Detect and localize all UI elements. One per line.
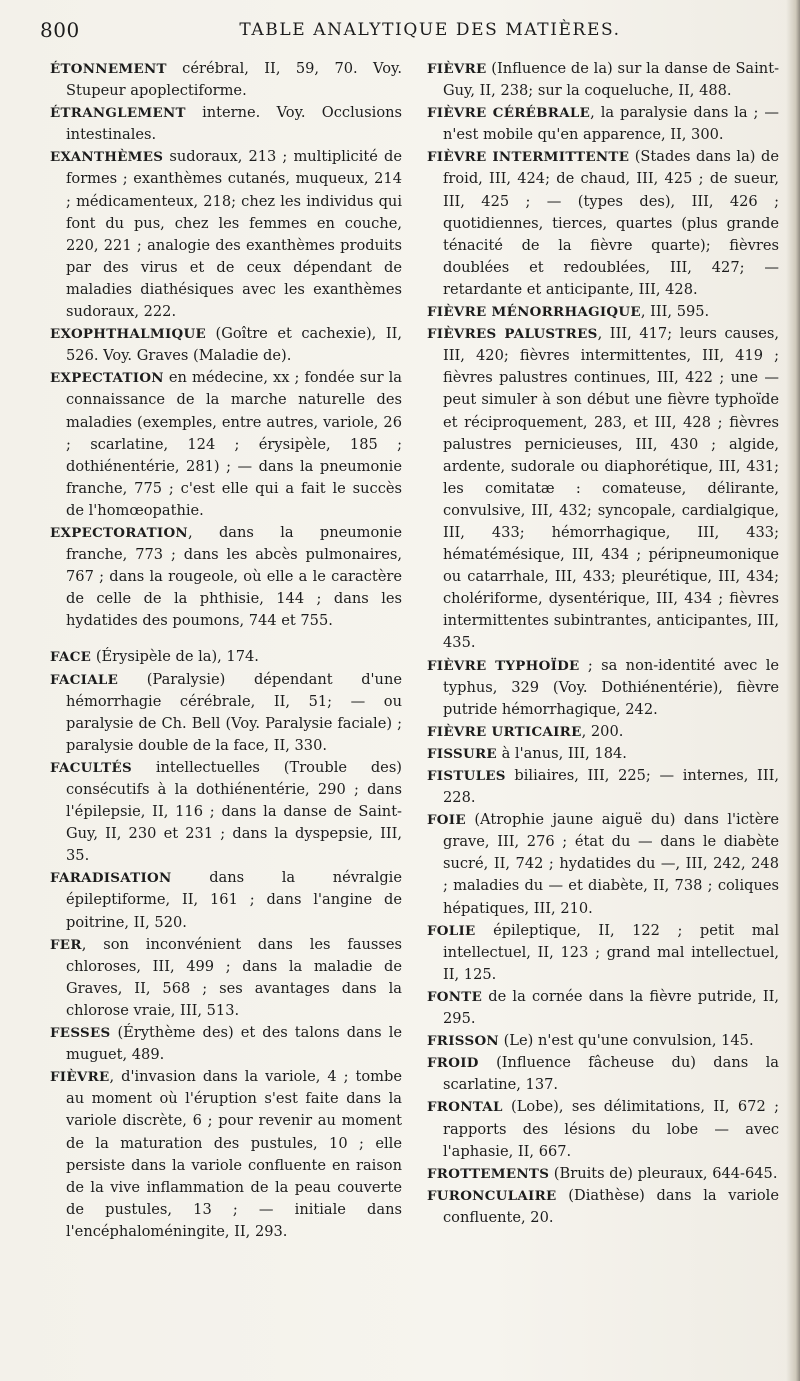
index-entry-heading: EXANTHÈMES — [50, 149, 164, 166]
index-entry-text: , la paralysie dans la ; — n'est mobile qu'en apparence, II, 300. — [443, 104, 779, 144]
index-entry — [50, 934, 402, 1022]
index-entry-heading: FROTTEMENTS — [427, 1165, 550, 1182]
index-entry-heading: EXPECTORATION — [50, 524, 188, 541]
index-entry-heading: ÉTRANGLEMENT — [50, 105, 186, 122]
index-entry-heading: ÉTONNEMENT — [50, 61, 167, 77]
index-entry-heading: FARADISATION — [50, 870, 172, 887]
index-entry-heading: FOLIE — [427, 922, 476, 939]
index-entry-text: (Paralysie) dépendant d'une hémorrhagie cérébrale, II, 51; — ou paralysie de Ch. Bell (Voy. Paralysie faciale) ; paralysie double de la face, II, 330. — [66, 670, 402, 754]
index-entry-text: interne. Voy. Occlusions intestinales. — [66, 104, 402, 144]
index-entry — [50, 323, 402, 367]
index-entry — [50, 1066, 402, 1243]
index-entry — [427, 986, 779, 1030]
index-entry — [427, 655, 779, 721]
index-entry-text: sudoraux, 213 ; multiplicité de formes ; exanthèmes cutanés, muqueux, 214 ; médicamenteux, 218; chez les individus qui font du pus, chez les femmes en couche, 220, 221 ; analogie des exanthèmes produits par des virus et de ceux dépendant de maladies diathésiques avec les exanthèmes sudoraux, 222. — [66, 148, 402, 321]
index-entry — [427, 765, 779, 809]
index-column-left — [50, 58, 402, 1243]
index-column-right — [427, 58, 779, 1229]
index-entry — [427, 809, 779, 919]
index-entry — [427, 323, 779, 654]
index-entry-text: (Atrophie jaune aiguë du) dans l'ictère grave, III, 276 ; état du — dans le diabète sucré, II, 742 ; hydatides du —, III, 242, 248 ; maladies du — et diabète, II, 738 ; coliques hépatiques, III, 210. — [443, 811, 779, 917]
index-entry-heading: FISTULES — [427, 768, 506, 784]
index-entry — [50, 669, 402, 757]
index-entry — [50, 522, 402, 632]
index-entry-text: (Influence fâcheuse du) dans la scarlatine, 137. — [443, 1054, 779, 1094]
running-title: TABLE ANALYTIQUE DES MATIÈRES. — [239, 20, 621, 40]
index-entry-text: (Bruits de) pleuraux, 644-645. — [549, 1164, 778, 1182]
index-entry — [427, 146, 779, 301]
index-entry-heading: FIÈVRE INTERMITTENTE — [427, 149, 630, 166]
index-entry — [427, 1030, 779, 1052]
index-entry — [427, 102, 779, 146]
index-entry — [50, 58, 402, 102]
index-entry — [427, 301, 779, 323]
index-entry — [427, 1163, 779, 1185]
index-entry-text: épileptique, II, 122 ; petit mal intellectuel, II, 123 ; grand mal intellectuel, II, 125. — [443, 921, 779, 983]
index-entry — [427, 1185, 779, 1229]
index-entry — [50, 1022, 402, 1066]
index-entry-text: de la cornée dans la fièvre putride, II, 295. — [443, 987, 779, 1028]
index-entry — [427, 743, 779, 765]
index-entry — [427, 58, 779, 102]
index-entry-text: à l'anus, III, 184. — [496, 744, 627, 762]
index-entry-heading: FRONTAL — [427, 1099, 503, 1116]
index-entry-heading: FESSES — [50, 1025, 111, 1042]
index-entry-heading: FIÈVRE — [427, 61, 487, 77]
index-entry-text: cérébral, II, 59, 70. Voy. Stupeur apoplectiforme. — [66, 60, 402, 100]
index-entry — [50, 367, 402, 522]
index-entry-text: (Diathèse) dans la variole confluente, 20. — [443, 1186, 779, 1226]
page-header — [40, 18, 760, 48]
index-entry-heading: FIÈVRE — [50, 1069, 110, 1086]
index-entry-text: , 200. — [581, 722, 624, 740]
index-entry-heading: FROID — [427, 1055, 479, 1072]
index-entry-text: dans la névralgie épileptiforme, II, 161 ; dans l'angine de poitrine, II, 520. — [66, 869, 402, 931]
index-entry — [50, 757, 402, 867]
index-entry — [50, 867, 402, 933]
index-entry-text: , d'invasion dans la variole, 4 ; tombe au moment où l'éruption s'est faite dans la variole discrète, 6 ; pour revenir au moment de la maturation des pustules, 10 ; elle persiste dans la variole confluente en raison de la vive inflammation de la peau couverte de pustules, 13 ; — initiale dans l'encéphaloméningite, II, 293. — [66, 1068, 402, 1240]
index-entry-text: (Érysipèle de la), 174. — [91, 648, 259, 666]
index-entry — [50, 646, 402, 668]
index-entry-heading: FONTE — [427, 988, 483, 1005]
index-entry-heading: EXPECTATION — [50, 370, 164, 387]
index-entry-text: , dans la pneumonie franche, 773 ; dans les abcès pulmonaires, 767 ; dans la rougeole, où elle a le caractère de celle de la phthisie, 144 ; dans les hydatides des poumons, 744 et 755. — [66, 523, 402, 630]
index-entry-heading: FACE — [50, 649, 92, 666]
index-entry — [50, 146, 402, 323]
index-entry — [427, 721, 779, 743]
index-entry-text: (Érythème des) et des talons dans le muguet, 489. — [66, 1024, 402, 1064]
index-entry — [427, 1096, 779, 1162]
index-entry-heading: FIÈVRE TYPHOÏDE — [427, 657, 580, 674]
index-entry-heading: FIÈVRES PALUSTRES — [427, 326, 598, 343]
page-number: 800 — [40, 18, 80, 42]
index-entry-heading: FISSURE — [427, 745, 497, 762]
index-entry-text: ; sa non-identité avec le typhus, 329 (Voy. Dothiénentérie), fièvre putride hémorrhagique, 242. — [443, 656, 779, 718]
index-entry-heading: FIÈVRE URTICAIRE — [427, 723, 582, 740]
index-entry-text: en médecine, xx ; fondée sur la connaissance de la marche naturelle des maladies (exemples, entre autres, variole, 26 ; scarlatine, 124 ; érysipèle, 185 ; dothiénentérie, 281) ; — dans la pneumonie franche, 775 ; c'est elle qui a fait le succès de l'homœopathie. — [66, 369, 402, 519]
index-entry-text: (Lobe), ses délimitations, II, 672 ; rapports des lésions du lobe — avec l'aphasie, II, 667. — [443, 1098, 779, 1160]
index-entry-heading: FACULTÉS — [50, 759, 133, 776]
index-entry-text: intellectuelles (Trouble des) consécutifs à la dothiénentérie, 290 ; dans l'épilepsie, II, 116 ; dans la danse de Saint-Guy, II, 230 et 231 ; dans la dyspepsie, III, 35. — [66, 758, 402, 865]
index-entry-heading: EXOPHTHALMIQUE — [50, 326, 207, 343]
index-entry-heading: FRISSON — [427, 1033, 499, 1050]
index-entry-text: biliaires, III, 225; — internes, III, 228. — [443, 767, 779, 807]
index-entry-heading: FIÈVRE MÉNORRHAGIQUE — [427, 304, 641, 321]
index-entry-text: (Le) n'est qu'une convulsion, 145. — [498, 1032, 754, 1050]
index-entry-text: , III, 417; leurs causes, III, 420; fièvres intermittentes, III, 419 ; fièvres palustres continues, III, 422 ; une — peut simuler à son début une fièvre typhoïde et réciproquement, 283, et III, 428 ; fièvres palustres pernicieuses, III, 430 ; algide, ardente, sudorale ou diaphorétique, III, 431; les comitatæ : comateuse, délirante, convulsive, III, 432; syncopale, cardialgique, III, 433; hémorrhagique, III, 433; hématémésique, III, 434 ; péripneumonique ou catarrhale, III, 433; pleurétique, III, 434; cholériforme, dysentérique, III, 434 ; fièvres intermittentes subintrantes, anticipantes, III, 435. — [443, 325, 779, 652]
index-entry-text: (Stades dans la) de froid, III, 424; de chaud, III, 425 ; de sueur, III, 425 ; — (types des), III, 426 ; quotidiennes, tierces, quartes (plus grande ténacité de la fièvre quarte); fièvres doublées et redoublées, III, 427; — retardante et anticipante, III, 428. — [443, 148, 779, 298]
index-entry-text: (Goître et cachexie), II, 526. Voy. Graves (Maladie de). — [66, 325, 402, 365]
index-entry-text: (Influence de la) sur la danse de Saint-Guy, II, 238; sur la coqueluche, II, 488. — [443, 60, 779, 100]
index-entry — [427, 1052, 779, 1096]
index-entry-heading: FACIALE — [50, 671, 119, 688]
page-edge-shadow — [786, 0, 800, 1381]
index-entry — [50, 102, 402, 146]
index-entry-heading: FURONCULAIRE — [427, 1187, 557, 1204]
index-entry-heading: FIÈVRE CÉRÉBRALE — [427, 105, 591, 122]
index-entry-heading: FER — [50, 936, 82, 953]
index-entry-text: , III, 595. — [640, 303, 710, 321]
index-entry-heading: FOIE — [427, 812, 466, 829]
index-entry — [427, 920, 779, 986]
index-entry-text: , son inconvénient dans les fausses chloroses, III, 499 ; dans la maladie de Graves, II, 568 ; ses avantages dans la chlorose vraie, III, 513. — [66, 935, 402, 1019]
